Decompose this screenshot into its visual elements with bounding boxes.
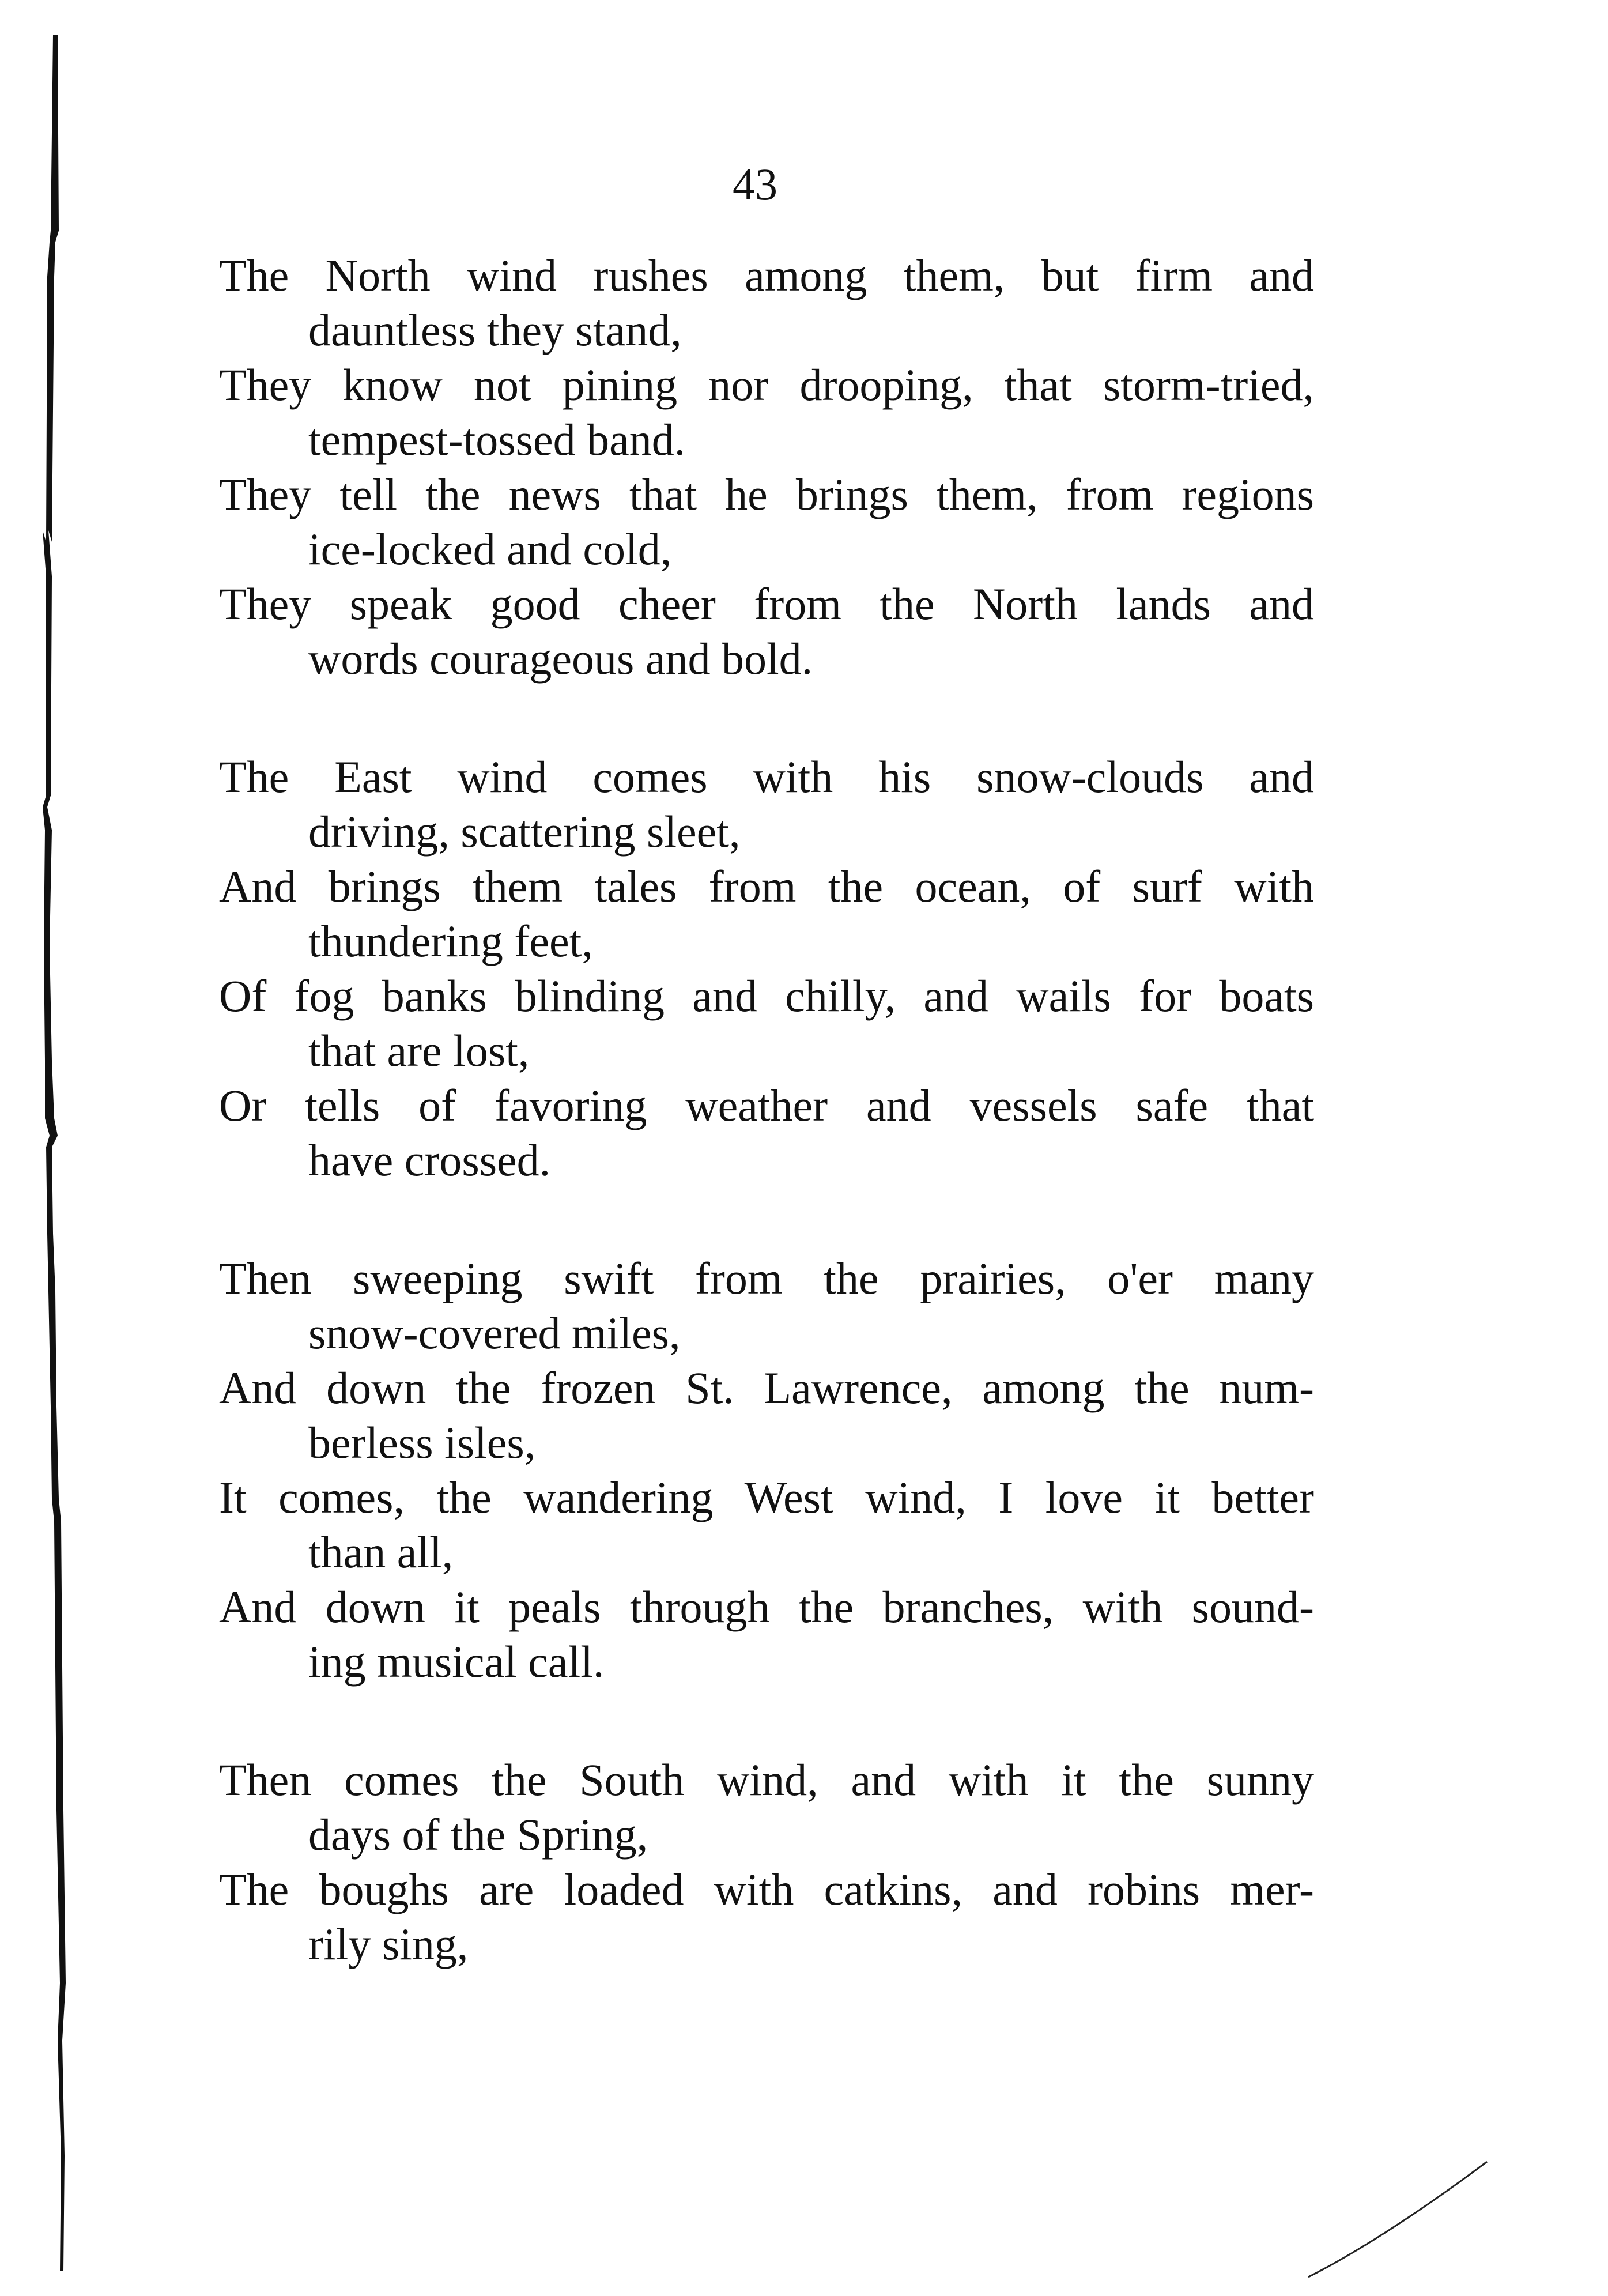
verse-line-first: Then sweeping swift from the prairies, o'er many (219, 1253, 1314, 1303)
verse-line (219, 1862, 1314, 1971)
verse-line (219, 1470, 1314, 1579)
verse-line (219, 1078, 1314, 1187)
verse-line-continuation: driving, scattering sleet, (308, 806, 741, 857)
verse-line-first: And brings them tales from the ocean, of surf with (219, 861, 1314, 911)
verse-line-continuation: berless isles, (308, 1417, 536, 1468)
verse-line (219, 248, 1314, 357)
stanza-north-wind (219, 248, 1314, 686)
verse-line-first: They know not pining nor drooping, that storm-tried, (219, 360, 1314, 410)
verse-line (219, 1752, 1314, 1862)
verse-line-continuation: ing musical call. (308, 1637, 605, 1687)
verse-line-first: Then comes the South wind, and with it the sunny (219, 1755, 1314, 1805)
verse-line-first: Or tells of favoring weather and vessels safe that (219, 1080, 1314, 1130)
verse-line-continuation: snow-covered miles, (308, 1308, 681, 1358)
verse-line (219, 1251, 1314, 1360)
verse-line-first: The East wind comes with his snow-clouds and (219, 752, 1314, 802)
verse-line-first: The North wind rushes among them, but firm and (219, 250, 1314, 300)
verse-line-continuation: thundering feet, (308, 916, 593, 966)
verse-line-first: They speak good cheer from the North lands and (219, 579, 1314, 629)
verse-line-continuation: dauntless they stand, (308, 305, 682, 355)
poem-body (219, 248, 1314, 2035)
verse-line-first: Of fog banks blinding and chilly, and wails for boats (219, 971, 1314, 1021)
stanza-south-wind (219, 1752, 1314, 1971)
page-number: 43 (733, 159, 777, 209)
verse-line-continuation: have crossed. (308, 1135, 551, 1185)
stanza-west-wind (219, 1251, 1314, 1689)
verse-line-first: It comes, the wandering West wind, I love it better (219, 1472, 1314, 1522)
verse-line (219, 1579, 1314, 1689)
verse-line-first: They tell the news that he brings them, from regions (219, 469, 1314, 519)
verse-line-continuation: days of the Spring, (308, 1809, 648, 1860)
verse-line-continuation: rily sing, (308, 1919, 469, 1969)
verse-line-first: And down the frozen St. Lawrence, among the num- (219, 1363, 1314, 1413)
verse-line-first: And down it peals through the branches, with sound- (219, 1582, 1314, 1632)
verse-line-continuation: tempest-tossed band. (308, 414, 686, 465)
binding-edge-mark (40, 23, 92, 2283)
verse-line-continuation: that are lost, (308, 1026, 530, 1076)
verse-line (219, 1360, 1314, 1470)
verse-line (219, 968, 1314, 1078)
pencil-scratch-mark (1303, 2156, 1493, 2283)
verse-line-continuation: ice-locked and cold, (308, 524, 672, 574)
verse-line (219, 357, 1314, 467)
verse-line (219, 859, 1314, 968)
verse-line-continuation: words courageous and bold. (308, 634, 813, 684)
verse-line-continuation: than all, (308, 1527, 454, 1577)
stanza-east-wind (219, 749, 1314, 1187)
verse-line (219, 467, 1314, 576)
verse-line (219, 576, 1314, 686)
verse-line-first: The boughs are loaded with catkins, and robins mer- (219, 1864, 1314, 1914)
verse-line (219, 749, 1314, 859)
